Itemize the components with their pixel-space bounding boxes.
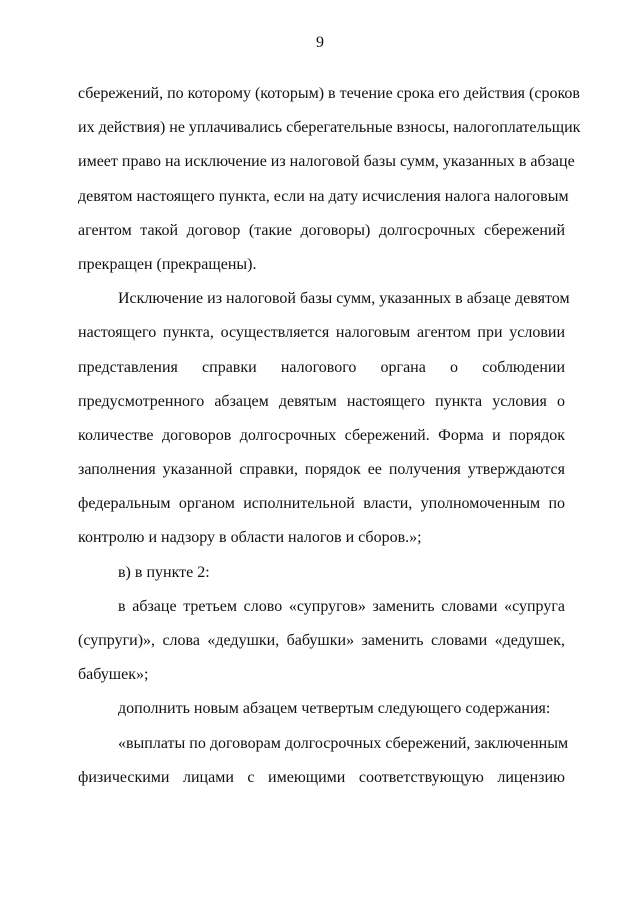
text-line: физическими лицами с имеющими соответствующую лицензию xyxy=(78,768,565,786)
text-line: в абзаце третьем слово «супругов» заменить словами «супруга xyxy=(118,597,565,615)
text-line: федеральным органом исполнительной власти, уполномоченным по xyxy=(78,495,565,513)
text-line: агентом такой договор (такие договоры) долгосрочных сбережений xyxy=(78,221,565,239)
page-number: 9 xyxy=(316,34,324,51)
text-line: контролю и надзору в области налогов и сборов.»; xyxy=(78,529,422,547)
text-line: настоящего пункта, осуществляется налоговым агентом при условии xyxy=(78,324,565,342)
text-line: имеет право на исключение из налоговой базы сумм, указанных в абзаце xyxy=(78,153,575,171)
text-line: девятом настоящего пункта, если на дату исчисления налога налоговым xyxy=(78,187,569,205)
text-line: заполнения указанной справки, порядок ее получения утверждаются xyxy=(78,461,565,479)
text-line: их действия) не уплачивались сберегательные взносы, налогоплательщик xyxy=(78,119,581,137)
text-line: в) в пункте 2: xyxy=(118,563,210,581)
text-line: представления справки налогового органа о соблюдении xyxy=(78,358,565,376)
document-body xyxy=(78,77,581,795)
text-line: Исключение из налоговой базы сумм, указанных в абзаце девятом xyxy=(118,290,570,308)
text-line: прекращен (прекращены). xyxy=(78,255,257,273)
text-line: предусмотренного абзацем девятым настоящего пункта условия о xyxy=(78,392,565,410)
text-line: «выплаты по договорам долгосрочных сбережений, заключенным xyxy=(118,734,569,752)
text-line: сбережений, по которому (которым) в течение срока его действия (сроков xyxy=(78,85,580,102)
text-line: дополнить новым абзацем четвертым следующего содержания: xyxy=(118,700,551,718)
text-line: количестве договоров долгосрочных сбережений. Форма и порядок xyxy=(78,426,565,444)
text-line: (супруги)», слова «дедушки, бабушки» заменить словами «дедушек, xyxy=(78,632,565,649)
text-line: бабушек»; xyxy=(78,666,149,684)
